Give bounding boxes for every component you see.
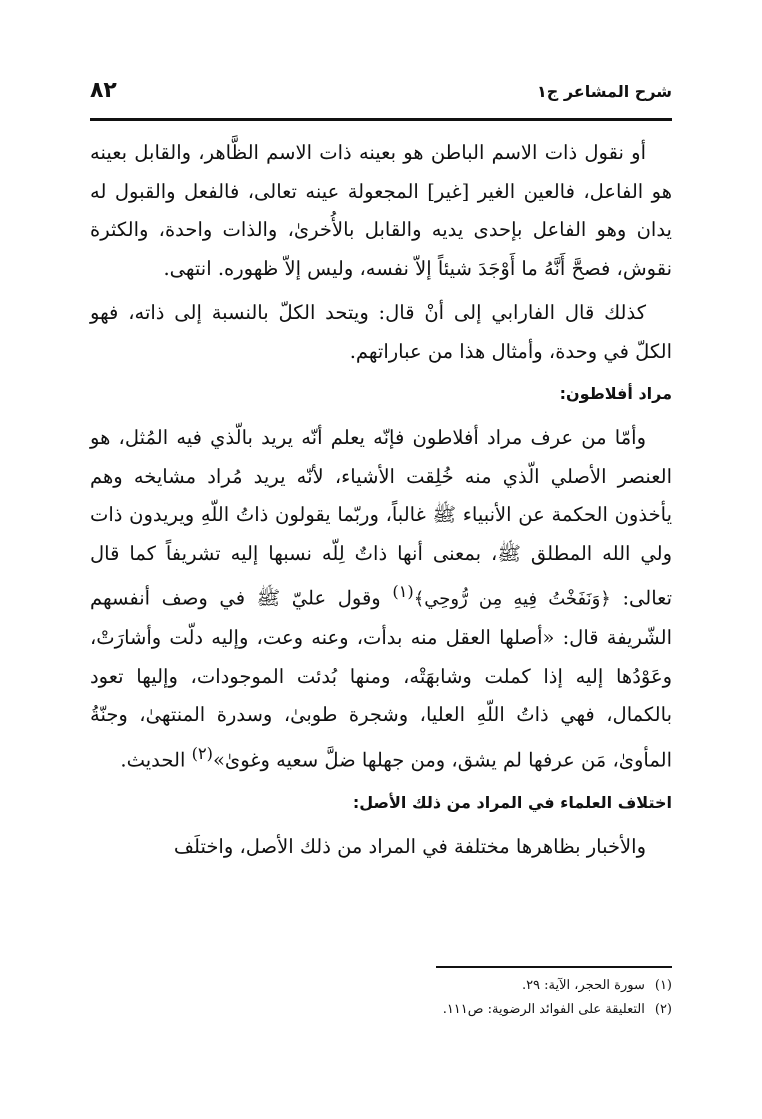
paragraph-4: والأخبار بظاهرها مختلفة في المراد من ذلك الأصل، واختلَف: [173, 834, 646, 858]
section-heading-plato: مراد أفلاطون:: [559, 384, 672, 403]
section-heading-scholars: اختلاف العلماء في المراد من ذلك الأصل:: [352, 792, 672, 812]
paragraph-3-part-2: وقول عليّ ﷺ في وصف أنفسهم الشّريفة قال: «أصلها العقل منه بدأت، وعنه وعت، وإليه دلّت وأشارَتْ، وعَوْدُها إليه إذا كملت وشابهَتْه، ومنها بُدئت الموجودات، وإليها تعود بالكمال، فهي ذاتُ اللّهِ العليا، وشجرة طوبىٰ، وسدرة المنتهىٰ، وجنّةُ المأوىٰ، مَن عرفها لم يشق، ومن جهلها ضلَّ سعيه وغوىٰ»: [90, 586, 672, 771]
footnotes: [90, 974, 672, 1022]
paragraph-1: أو نقول ذات الاسم الباطن هو بعينه ذات الاسم الظَّاهر، والقابل بعينه هو الفاعل، فالعين الغير [غير] المجعولة عينه تعالى، فالفعل والقبول له يدان وهو الفاعل بإحدى يديه والقابل بالأُخرىٰ، والذات واحدة، والكثرة نقوش، فصحَّ أَنَّهُ ما أَوْجَدَ شيئاً إلاّ نفسه، وليس إلاّ ظهوره. انتهى.: [90, 141, 672, 280]
page-header: [90, 78, 672, 110]
footnote-text: سورة الحجر، الآية: ٢٩.: [521, 978, 645, 993]
footnote-text: التعليقة على الفوائد الرضوية: ص١١١.: [442, 1002, 645, 1017]
body-text: [90, 134, 672, 866]
footnote-mark-2: (٢): [191, 743, 213, 763]
page-number: ٨٢: [90, 78, 117, 103]
running-title: شرح المشاعر ج١: [536, 82, 672, 101]
paragraph-3-part-3: الحديث.: [120, 748, 186, 771]
footnote-number: (٢): [654, 1002, 672, 1017]
footnote-2: [90, 998, 672, 1022]
footnote-rule: [436, 966, 672, 968]
header-rule: [90, 118, 672, 121]
paragraph-3: [90, 419, 672, 780]
quran-verse: ﴿وَنَفَخْتُ فِيهِ مِن رُّوحِي﴾: [413, 588, 611, 610]
footnote-number: (١): [654, 978, 672, 993]
paragraph-2: كذلك قال الفارابي إلى أنْ قال: ويتحد الكلّ بالنسبة إلى ذاته، فهو الكلّ في وحدة، وأمثال هذا من عباراتهم.: [90, 301, 672, 363]
footnote-1: [90, 974, 672, 998]
paragraph-3-part-1: وأمّا من عرف مراد أفلاطون فإنّه يعلم أنّه يريد بالّذي فيه المُثل، هو العنصر الأصلي الّذي منه خُلِقت الأشياء، لأنّه يريد مُراد مشايخه وهم يأخذون الحكمة عن الأنبياء ﷺ غالباً، وربّما يقولون ذاتُ اللّهِ ويريدون ذات ولي الله المطلق ﷺ، بمعنى أنها ذاتٌ لِلّه نسبها إليه تشريفاً كما قال تعالى:: [90, 426, 673, 610]
footnote-mark-1: (١): [392, 582, 414, 601]
